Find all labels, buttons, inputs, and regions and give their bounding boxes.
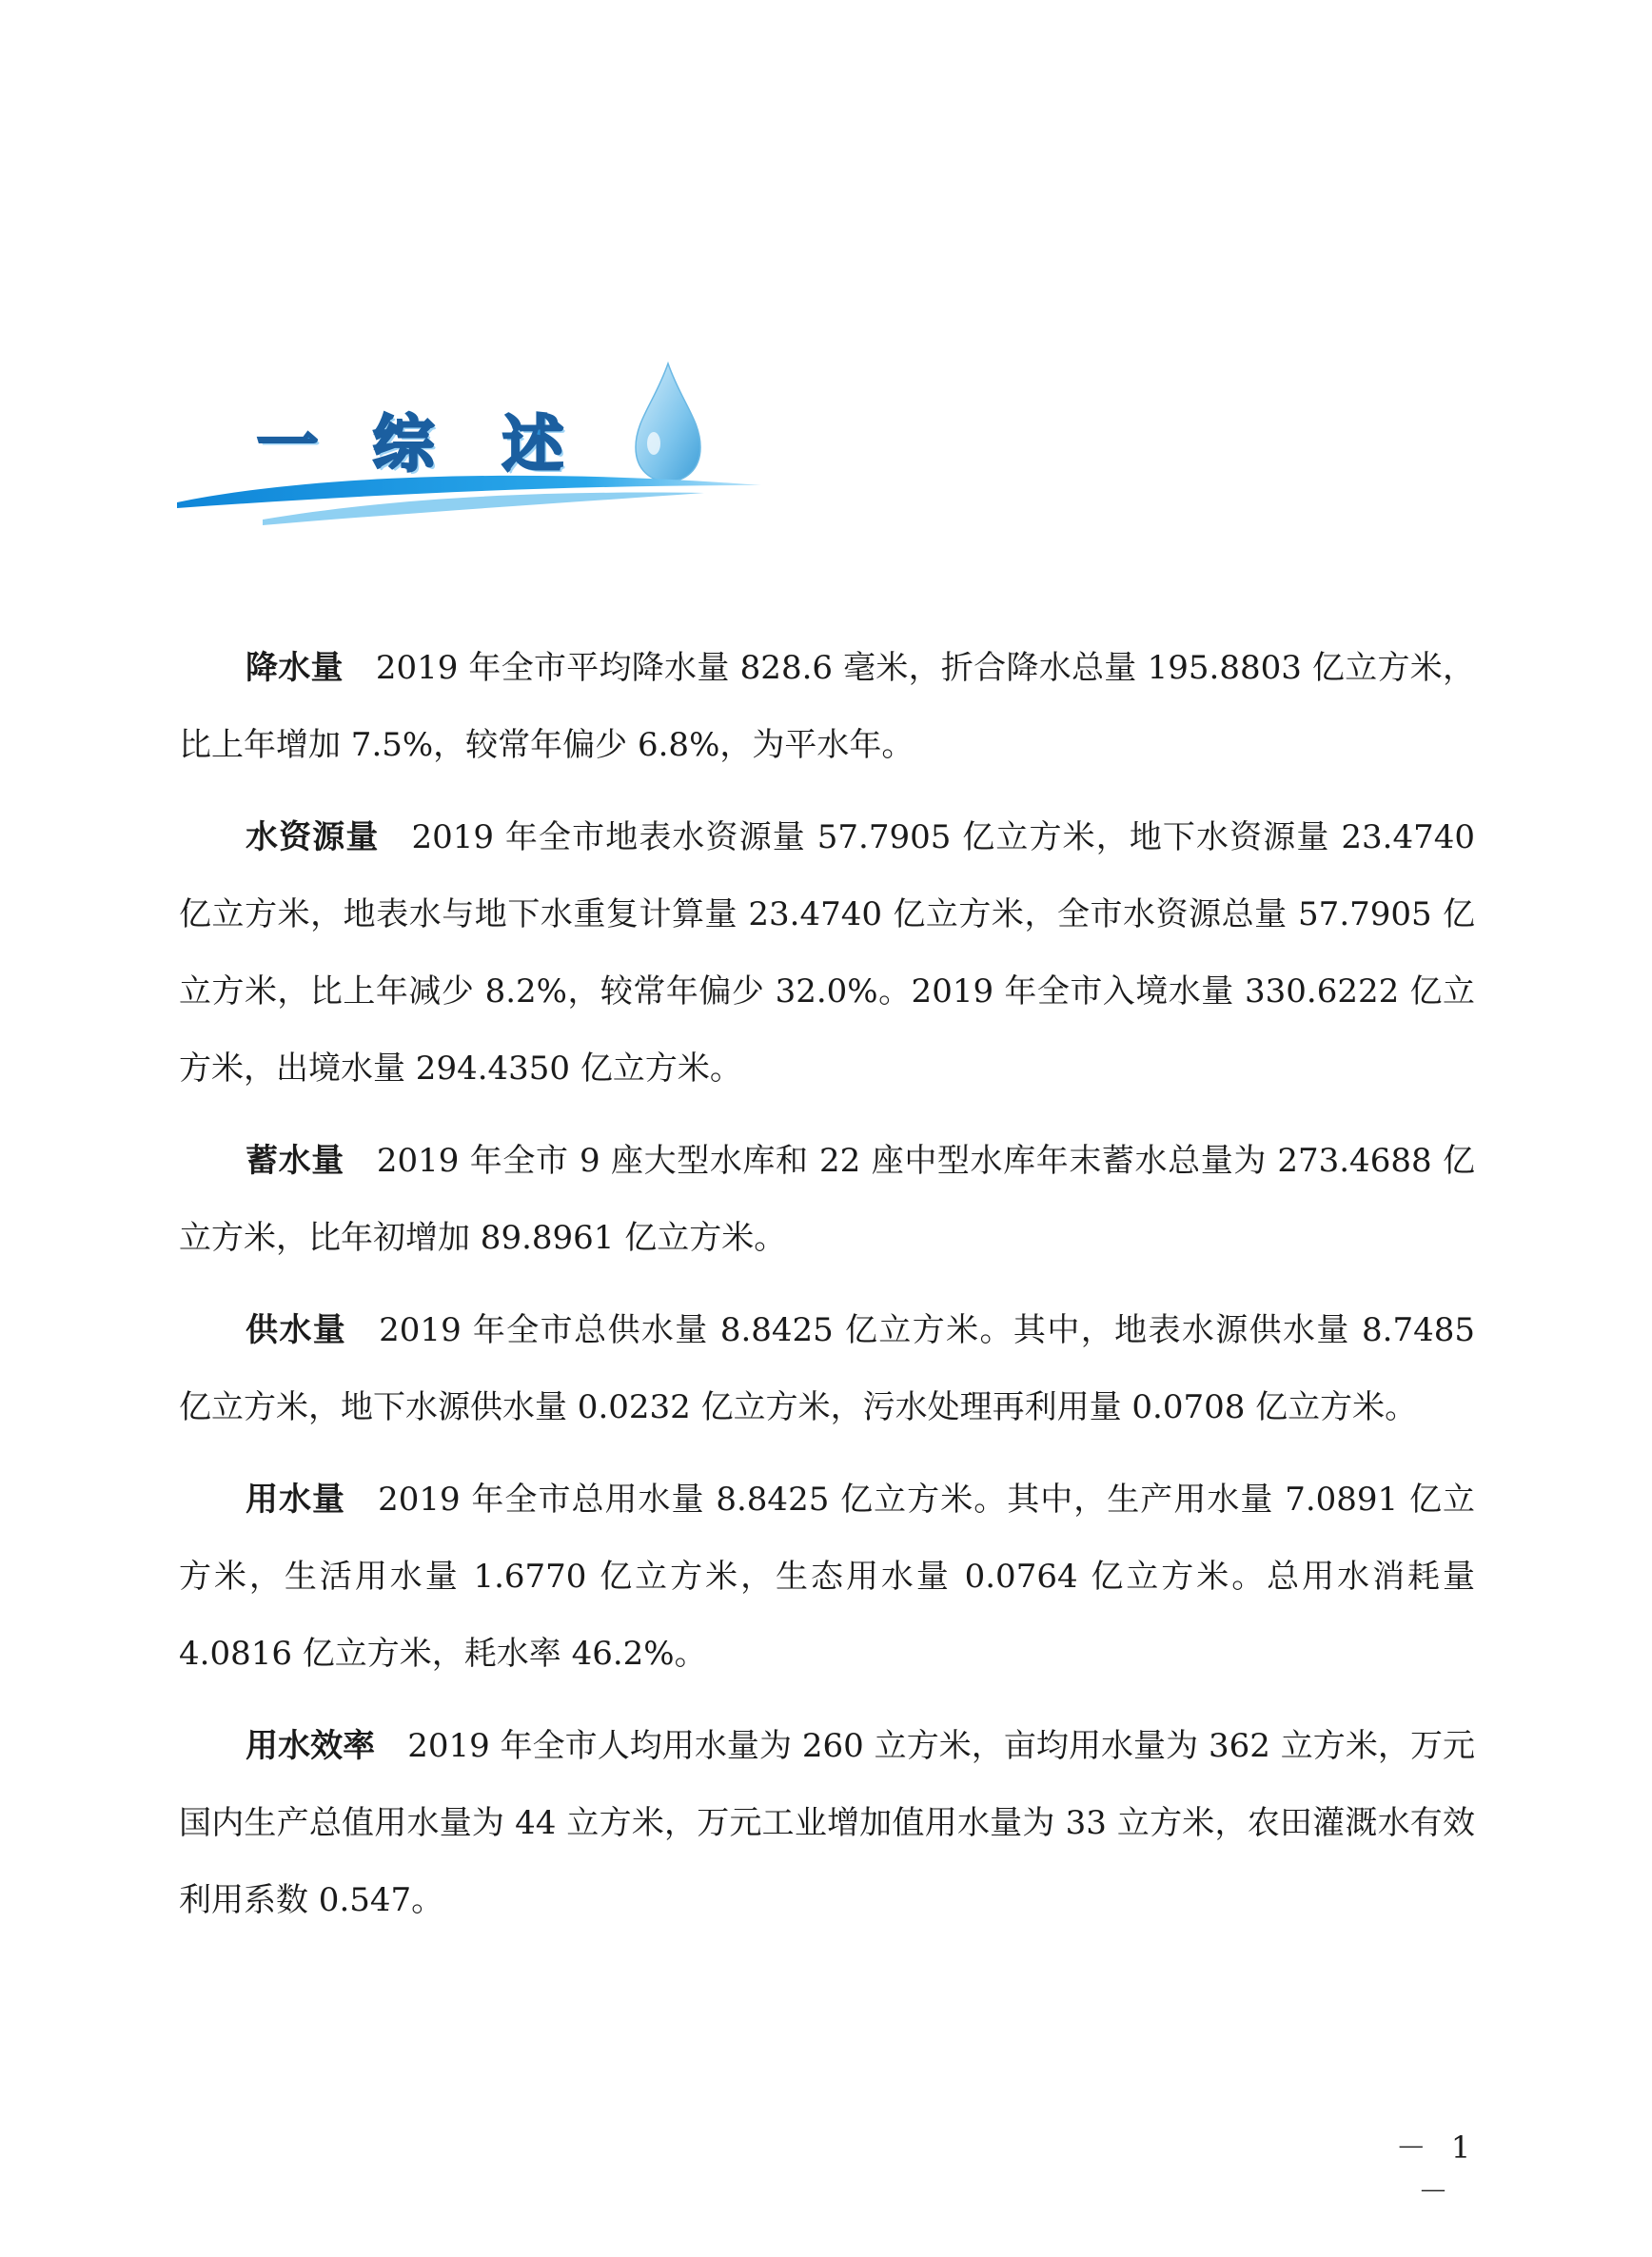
water-drop-icon bbox=[636, 363, 700, 481]
paragraph-text: 2019 年全市人均用水量为 260 立方米，亩均用水量为 362 立方米，万元国内生产总值用水量为 44 立方米，万元工业增加值用水量为 33 立方米，农田灌溉水有效利用系数 0.547。 bbox=[179, 1727, 1475, 1919]
section-number: 一 bbox=[257, 410, 318, 481]
paragraph-text: 2019 年全市 9 座大型水库和 22 座中型水库年末蓄水总量为 273.4688 亿立方米，比年初增加 89.8961 亿立方米。 bbox=[179, 1142, 1475, 1257]
paragraph-label: 用水效率 bbox=[246, 1727, 376, 1765]
paragraph-text: 2019 年全市平均降水量 828.6 毫米，折合降水总量 195.8803 亿立方米，比上年增加 7.5%，较常年偏少 6.8%，为平水年。 bbox=[179, 649, 1476, 764]
paragraph-efficiency bbox=[179, 1708, 1475, 1939]
document-body bbox=[179, 630, 1475, 1954]
paragraph-label: 水资源量 bbox=[246, 818, 380, 856]
paragraph-text: 2019 年全市地表水资源量 57.7905 亿立方米，地下水资源量 23.4740 亿立方米，地表水与地下水重复计算量 23.4740 亿立方米，全市水资源总量 57.7905 亿立方米，比上年减少 8.2%，较常年偏少 32.0%。2019 年全市入境水量 330.6222 亿立方米，出境水量 294.4350 亿立方米。 bbox=[179, 818, 1475, 1088]
section-title-char-2: 述 bbox=[502, 410, 563, 481]
section-header bbox=[171, 352, 799, 542]
paragraph-label: 供水量 bbox=[246, 1311, 347, 1349]
paragraph-label: 降水量 bbox=[246, 649, 344, 687]
section-title-char-1: 综 bbox=[373, 410, 434, 481]
paragraph-label: 用水量 bbox=[246, 1481, 346, 1519]
paragraph-text: 2019 年全市总用水量 8.8425 亿立方米。其中，生产用水量 7.0891 亿立方米，生活用水量 1.6770 亿立方米，生态用水量 0.0764 亿立方米。总用水消耗量 4.0816 亿立方米，耗水率 46.2%。 bbox=[179, 1481, 1476, 1673]
paragraph-label: 蓄水量 bbox=[246, 1142, 344, 1180]
paragraph-usage bbox=[179, 1462, 1475, 1693]
paragraph-storage bbox=[179, 1123, 1475, 1277]
paragraph-text: 2019 年全市总供水量 8.8425 亿立方米。其中，地表水源供水量 8.7485 亿立方米，地下水源供水量 0.0232 亿立方米，污水处理再利用量 0.0708 亿立方米。 bbox=[179, 1311, 1475, 1426]
paragraph-supply bbox=[179, 1292, 1475, 1446]
paragraph-precipitation bbox=[179, 630, 1475, 784]
page-number: － 1 － bbox=[1395, 2129, 1479, 2209]
section-title bbox=[257, 396, 563, 483]
paragraph-water-resources bbox=[179, 799, 1475, 1108]
